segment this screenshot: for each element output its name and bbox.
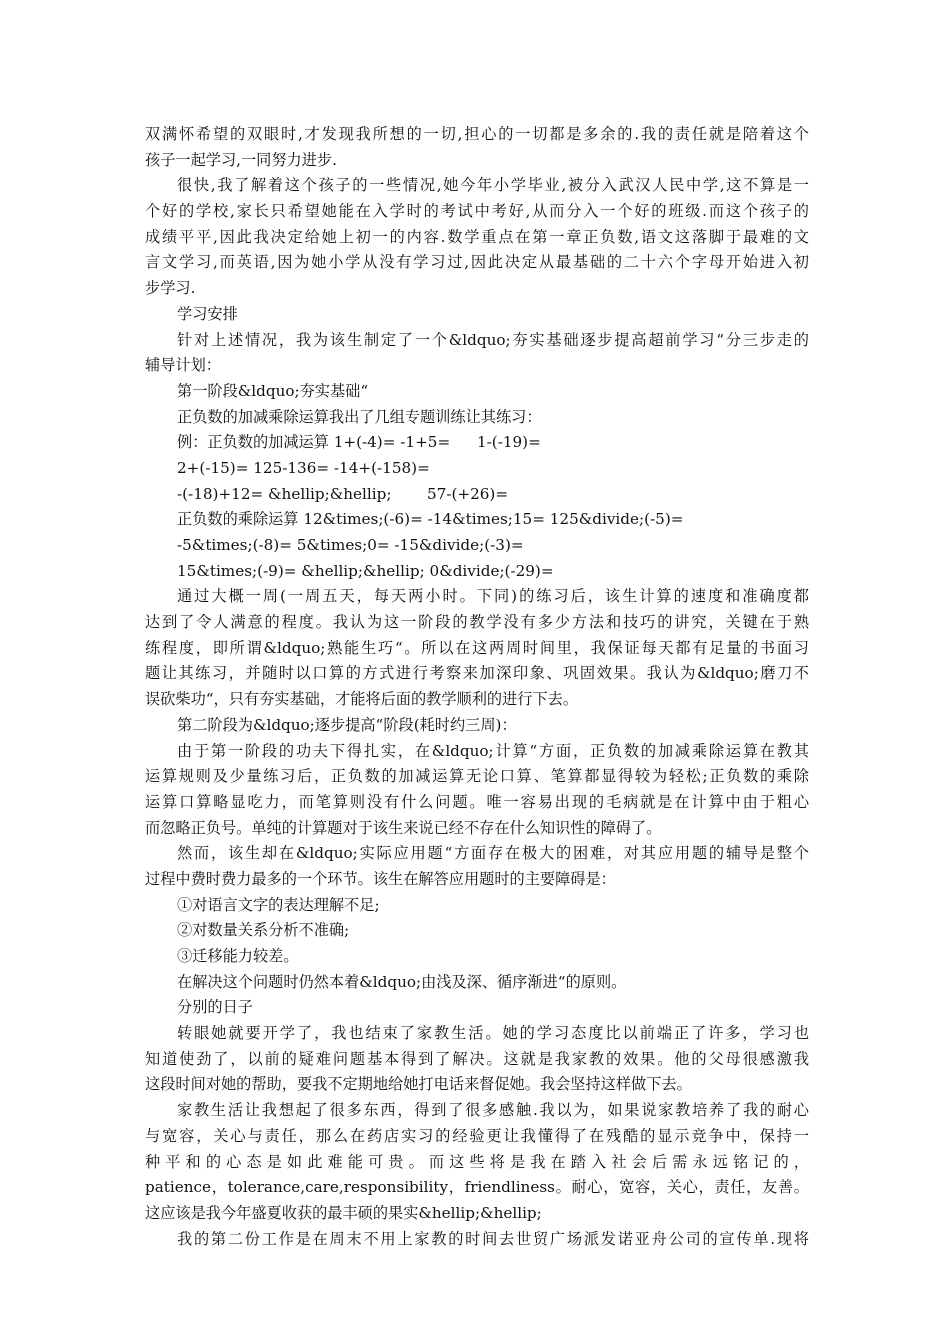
- text-line: 在解决这个问题时仍然本着&ldquo;由浅及深、循序渐进“的原则。: [177, 972, 627, 991]
- list-item: ③迁移能力较差。: [177, 947, 299, 965]
- text-line: 个好的学校,家长只希望她能在入学时的考试中考好,从而分入一个好的班级.而这个孩子的: [145, 202, 809, 221]
- text-line: 辅导计划：: [145, 356, 221, 375]
- text-line: 由于第一阶段的功夫下得扎实，在&ldquo;计算“方面，正负数的加减乘除运算在教其: [177, 741, 809, 760]
- text-line: 言文学习,而英语,因为她小学从没有学习过,因此决定从最基础的二十六个字母开始进入初: [145, 253, 809, 272]
- text-line: 步学习.: [145, 279, 196, 298]
- math-line: [145, 430, 809, 456]
- math-expression: 例：正负数的加减运算 1+(-4)= -1+5=: [177, 433, 451, 452]
- text-line: 误砍柴功“，只有夯实基础，才能将后面的教学顺利的进行下去。: [145, 690, 579, 709]
- math-line: -5&times;(-8)= 5&times;0= -15&divide;(-3)=: [177, 536, 524, 554]
- text-line: patience，tolerance,care,responsibility，friendliness。耐心，宽容，关心，责任，友善。: [145, 1178, 809, 1197]
- text-line: 这应该是我今年盛夏收获的最丰硕的果实&hellip;&hellip;: [145, 1203, 542, 1222]
- text-line: 第一阶段&ldquo;夯实基础“: [177, 381, 369, 400]
- list-item: ②对数量关系分析不准确;: [177, 921, 350, 940]
- text-line: 第二阶段为&ldquo;逐步提高“阶段(耗时约三周)：: [177, 715, 517, 734]
- text-line: 种 平 和 的 心 态 是 如 此 难 能 可 贵 。 而 这 些 将 是 我 在 踏 入 社 会 后 需 永 远 铭 记 的 ，: [145, 1152, 809, 1171]
- text-line: 双满怀希望的双眼时,才发现我所想的一切,担心的一切都是多余的.我的责任就是陪着这个: [145, 125, 809, 143]
- text-line: 与宽容，关心与责任，那么在药店实习的经验更让我懂得了在残酷的显示竞争中，保持一: [145, 1126, 809, 1145]
- section-heading: 分别的日子: [177, 998, 253, 1017]
- text-line: 这段时间对她的帮助，要我不定期地给她打电话来督促她。我会坚持这样做下去。: [145, 1075, 692, 1094]
- math-line: [145, 482, 809, 508]
- text-line: 通过大概一周(一周五天，每天两小时。下同)的练习后，该生计算的速度和准确度都: [177, 587, 809, 606]
- list-item: ①对语言文字的表达理解不足;: [177, 895, 380, 914]
- text-line: 成绩平平,因此我决定给她上初一的内容.数学重点在第一章正负数,语文这落脚于最难的文: [145, 227, 809, 246]
- text-line: 孩子一起学习,一同努力进步.: [145, 150, 337, 169]
- math-expression: -(-18)+12= &hellip;&hellip;: [177, 484, 392, 503]
- text-line: 练程度，即所谓&ldquo;熟能生巧“。所以在这两周时间里，我保证每天都有足量的书面习: [145, 638, 809, 657]
- text-line: 达到了令人满意的程度。我认为这一阶段的教学没有多少方法和技巧的讲究，关键在于熟: [145, 613, 809, 632]
- math-line: 正负数的乘除运算 12&times;(-6)= -14&times;15= 125&divide;(-5)=: [177, 510, 684, 529]
- text-line: 针对上述情况，我为该生制定了一个&ldquo;夯实基础逐步提高超前学习“分三步走的: [177, 330, 809, 349]
- text-line: 很快,我了解着这个孩子的一些情况,她今年小学毕业,被分入武汉人民中学,这不算是一: [177, 176, 809, 195]
- text-line: 正负数的加减乘除运算我出了几组专题训练让其练习：: [177, 407, 542, 426]
- text-line: 运算规则及少量练习后，正负数的加减运算无论口算、笔算都显得较为轻松;正负数的乘除: [145, 767, 809, 786]
- math-line: 2+(-15)= 125-136= -14+(-158)=: [177, 458, 430, 477]
- text-line: 而忽略正负号。单纯的计算题对于该生来说已经不存在什么知识性的障碍了。: [145, 818, 662, 837]
- text-line: 家教生活让我想起了很多东西，得到了很多感触.我以为，如果说家教培养了我的耐心: [177, 1101, 809, 1120]
- document-body: [145, 122, 809, 1252]
- text-line: 然而，该生却在&ldquo;实际应用题“方面存在极大的困难，对其应用题的辅导是整个: [177, 844, 809, 863]
- text-line: 过程中费时费力最多的一个环节。该生在解答应用题时的主要障碍是：: [145, 869, 616, 888]
- text-line: 知道使劲了，以前的疑难问题基本得到了解决。这就是我家教的效果。他的父母很感激我: [145, 1049, 809, 1068]
- text-line: 转眼她就要开学了，我也结束了家教生活。她的学习态度比以前端正了许多，学习也: [177, 1024, 809, 1043]
- section-heading: 学习安排: [177, 304, 238, 323]
- text-line: 我的第二份工作是在周末不用上家教的时间去世贸广场派发诺亚舟公司的宣传单.现将: [177, 1229, 809, 1248]
- math-expression: 57-(+26)=: [427, 484, 509, 503]
- text-line: 题让其练习，并随时以口算的方式进行考察来加深印象、巩固效果。我认为&ldquo;磨刀不: [145, 664, 809, 683]
- math-line: 15&times;(-9)= &hellip;&hellip; 0&divide;(-29)=: [177, 561, 554, 580]
- math-expression: 1-(-19)=: [477, 433, 541, 452]
- text-line: 运算口算略显吃力，而笔算则没有什么问题。唯一容易出现的毛病就是在计算中由于粗心: [145, 792, 809, 811]
